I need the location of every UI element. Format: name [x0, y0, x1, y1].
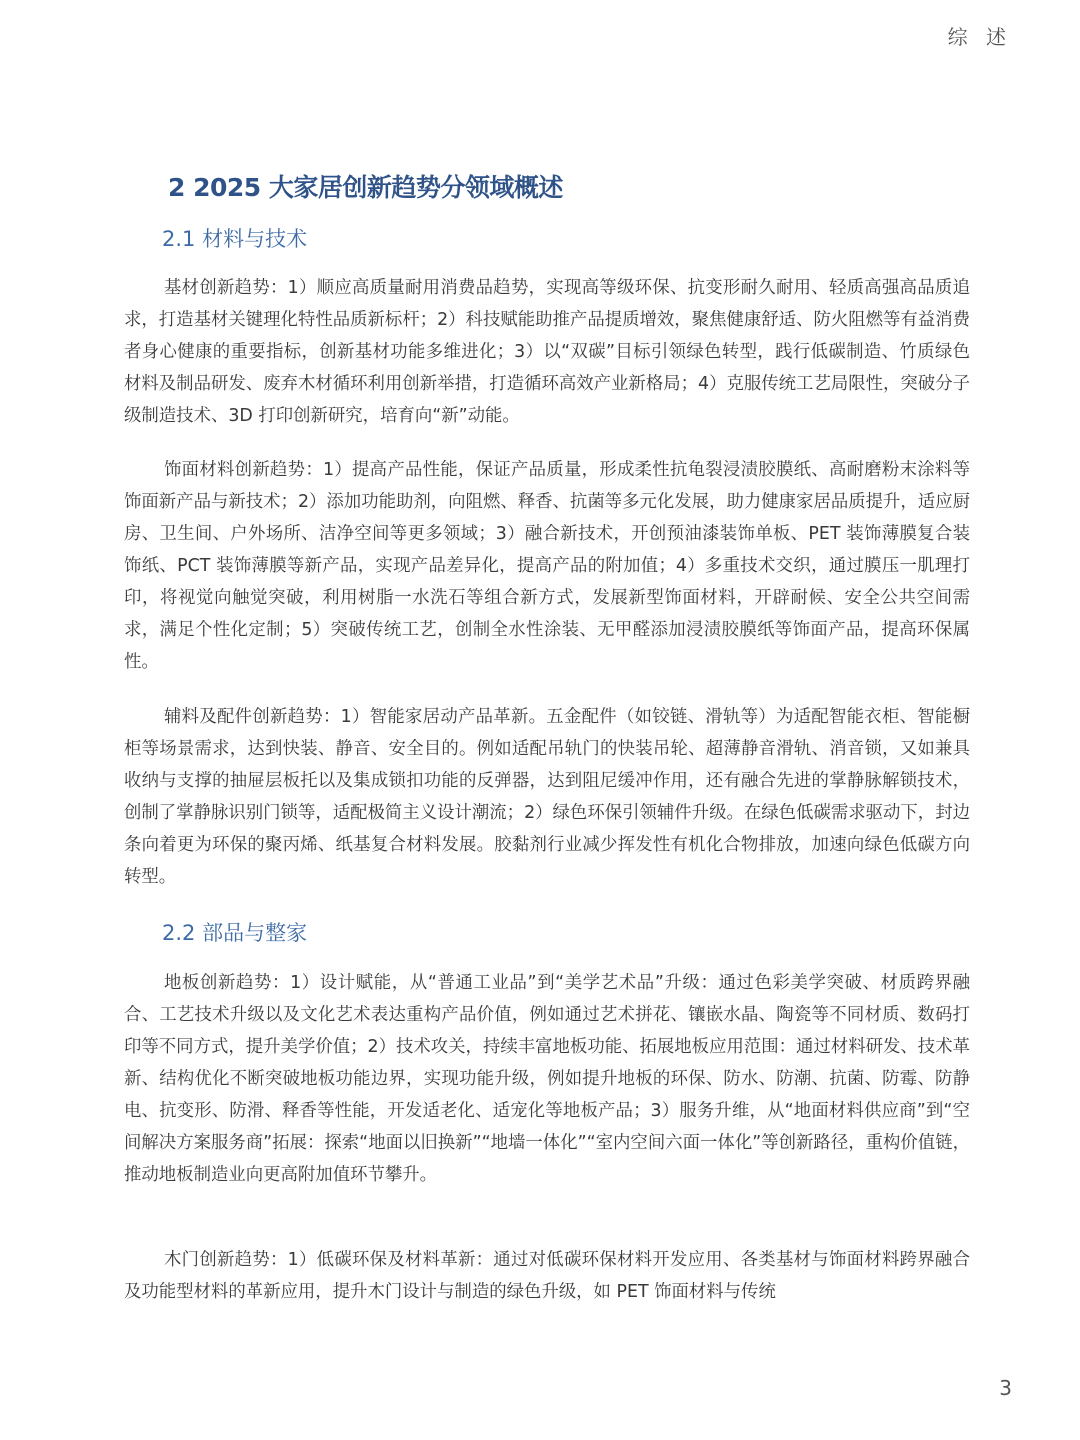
subsection-title-materials: 2.1 材料与技术 — [162, 227, 308, 251]
running-header: 综 述 — [947, 25, 1012, 49]
paragraph-accessories-trends: 辅料及配件创新趋势：1）智能家居动产品革新。五金配件（如铰链、滑轨等）为适配智能衣柜、智能橱柜等场景需求，达到快装、静音、安全目的。例如适配吊轨门的快装吊轮、超薄静音滑轨、消音锁，又如兼具收纳与支撑的抽屉层板托以及集成锁扣功能的反弹器，达到阻尼缓冲作用，还有融合先进的掌静脉解锁技术，创制了掌静脉识别门锁等，适配极简主义设计潮流；2）绿色环保引领辅件升级。在绿色低碳需求驱动下，封边条向着更为环保的聚丙烯、纸基复合材料发展。胶黏剂行业减少挥发性有机化合物排放，加速向绿色低碳方向转型。 — [124, 707, 970, 887]
paragraph-wooden-door-trends: 木门创新趋势：1）低碳环保及材料革新：通过对低碳环保材料开发应用、各类基材与饰面材料跨界融合及功能型材料的革新应用，提升木门设计与制造的绿色升级，如 PET 饰面材料与传统 — [124, 1250, 970, 1302]
paragraph-surface-material-trends: 饰面材料创新趋势：1）提高产品性能，保证产品质量，形成柔性抗龟裂浸渍胶膜纸、高耐磨粉末涂料等饰面新产品与新技术；2）添加功能助剂，向阻燃、释香、抗菌等多元化发展，助力健康家居品质提升，适应厨房、卫生间、户外场所、洁净空间等更多领域；3）融合新技术，开创预油漆装饰单板、PET 装饰薄膜复合装饰纸、PCT 装饰薄膜等新产品，实现产品差异化，提高产品的附加值；4）多重技术交织，通过膜压一肌理打印，将视觉向触觉突破，利用树脂一水洗石等组合新方式，发展新型饰面材料，开辟耐候、安全公共空间需求，满足个性化定制；5）突破传统工艺，创制全水性涂装、无甲醛添加浸渍胶膜纸等饰面产品，提高环保属性。 — [124, 460, 970, 672]
section-title: 2 2025 大家居创新趋势分领域概述 — [168, 173, 563, 202]
page-number: 3 — [999, 1376, 1012, 1400]
paragraph-flooring-trends: 地板创新趋势：1）设计赋能，从“普通工业品”到“美学艺术品”升级：通过色彩美学突破、材质跨界融合、工艺技术升级以及文化艺术表达重构产品价值，例如通过艺术拼花、镶嵌水晶、陶瓷等不同材质、数码打印等不同方式，提升美学价值；2）技术攻关，持续丰富地板功能、拓展地板应用范围：通过材料研发、技术革新、结构优化不断突破地板功能边界，实现功能升级，例如提升地板的环保、防水、防潮、抗菌、防霉、防静电、抗变形、防滑、释香等性能，开发适老化、适宠化等地板产品；3）服务升维，从“地面材料供应商”到“空间解决方案服务商”拓展：探索“地面以旧换新”“地墙一体化”“室内空间六面一体化”等创新路径，重构价值链，推动地板制造业向更高附加值环节攀升。 — [124, 973, 970, 1185]
paragraph-substrate-trends: 基材创新趋势：1）顺应高质量耐用消费品趋势，实现高等级环保、抗变形耐久耐用、轻质高强高品质追求，打造基材关键理化特性品质新标杆；2）科技赋能助推产品提质增效，聚焦健康舒适、防火阻燃等有益消费者身心健康的重要指标，创新基材功能多维进化；3）以“双碳”目标引领绿色转型，践行低碳制造、竹质绿色材料及制品研发、废弃木材循环利用创新举措，打造循环高效产业新格局；4）克服传统工艺局限性，突破分子级制造技术、3D 打印创新研究，培育向“新”动能。 — [124, 278, 970, 426]
subsection-title-components: 2.2 部品与整家 — [162, 921, 308, 945]
